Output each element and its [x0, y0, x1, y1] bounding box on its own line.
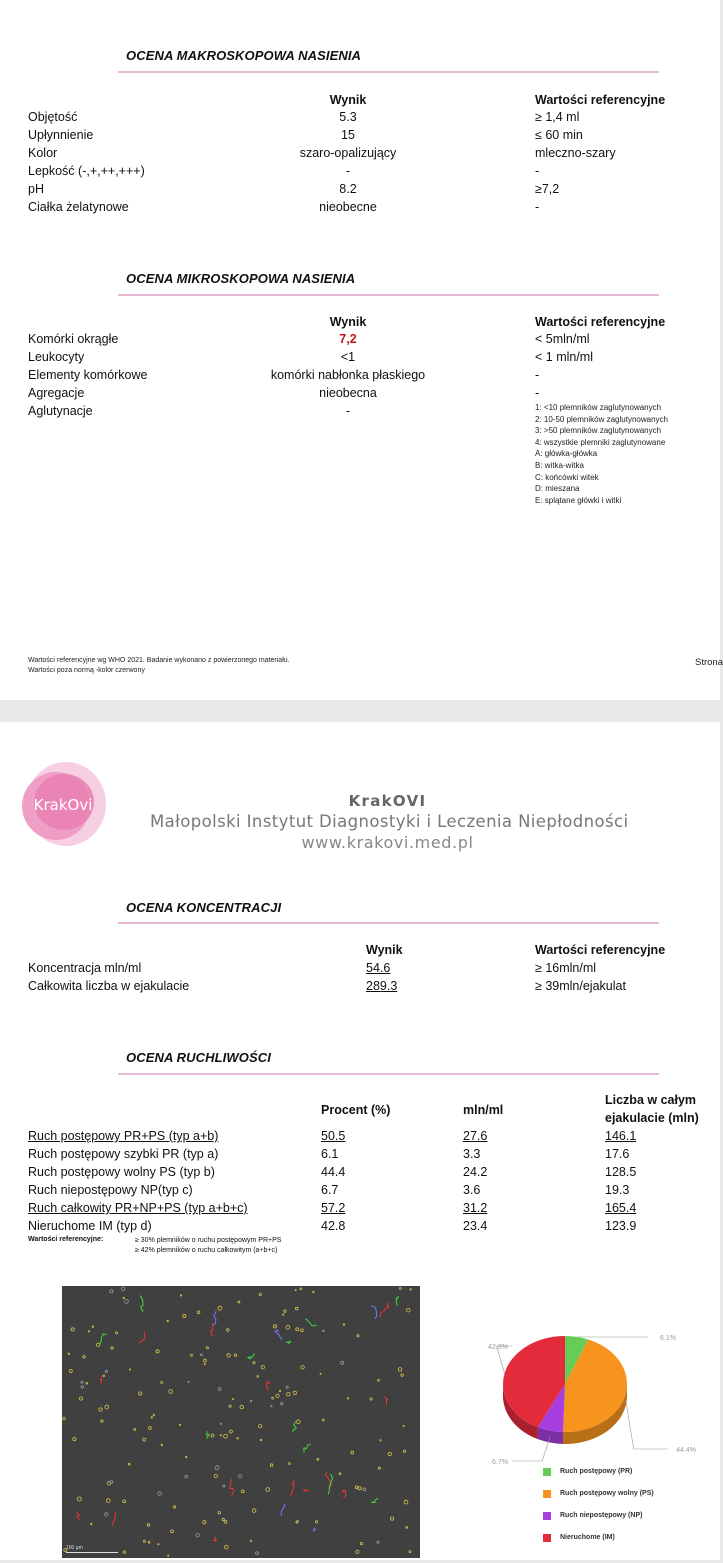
motility-row-label: Ruch całkowity PR+NP+PS (typ a+b+c) — [28, 1201, 248, 1215]
motility-row-percent: 42.8 — [321, 1219, 345, 1233]
aglutination-legend-item: 2: 10-50 plemników zaglutynowanych — [535, 414, 668, 426]
motility-ref-line-2: ≥ 42% plemników o ruchu całkowitym (a+b+c) — [135, 1246, 281, 1256]
legend-swatch — [543, 1490, 551, 1498]
macro-section-title: OCENA MAKROSKOPOWA NASIENIA — [126, 48, 361, 63]
motility-row-percent: 57.2 — [321, 1201, 345, 1215]
macro-row-result: 8.2 — [248, 182, 448, 196]
aglutination-legend — [535, 402, 668, 506]
motility-col-total-1: Liczba w całym — [605, 1093, 696, 1107]
micro-row-label: Leukocyty — [28, 350, 84, 364]
motility-ref-line-1: ≥ 30% plemników o ruchu postępowym PR+PS — [135, 1236, 281, 1246]
micro-row-result: - — [228, 404, 468, 418]
pie-data-label: 6.7% — [492, 1459, 508, 1466]
concentration-row-ref: ≥ 16mln/ml — [535, 961, 596, 975]
concentration-section-title: OCENA KONCENTRACJI — [126, 900, 281, 915]
motility-row-percent: 44.4 — [321, 1165, 345, 1179]
macro-col-result: Wynik — [288, 93, 408, 107]
motility-row-label: Ruch postępowy wolny PS (typ b) — [28, 1165, 215, 1179]
motility-row-percent: 50.5 — [321, 1129, 345, 1143]
concentration-col-ref: Wartości referencyjne — [535, 943, 665, 957]
section-divider — [118, 1073, 659, 1075]
microscope-image-canvas — [62, 1286, 420, 1558]
pie-data-label: 6.1% — [660, 1335, 676, 1342]
legend-swatch — [543, 1468, 551, 1476]
micro-row-ref: - — [535, 386, 539, 400]
motility-row-total: 146.1 — [605, 1129, 636, 1143]
concentration-row-result: 289.3 — [366, 979, 397, 993]
macro-row-ref: ≤ 60 min — [535, 128, 583, 142]
concentration-col-result: Wynik — [366, 943, 403, 957]
logo-text: KrakOvi — [34, 796, 93, 814]
aglutination-legend-item: D: mieszana — [535, 483, 668, 495]
micro-row-ref: < 5mln/ml — [535, 332, 590, 346]
motility-ref-label: Wartości referencyjne: — [28, 1236, 103, 1243]
motility-row-label: Nieruchome IM (typ d) — [28, 1219, 152, 1233]
micro-row-ref: < 1 mln/ml — [535, 350, 593, 364]
macro-row-label: Upłynnienie — [28, 128, 93, 142]
macro-col-ref: Wartości referencyjne — [535, 93, 665, 107]
macro-row-ref: ≥ 1,4 ml — [535, 110, 579, 124]
pie-data-label: 42.8% — [488, 1344, 508, 1351]
footer-line-2: Wartości poza normą -kolor czerwony — [28, 666, 290, 676]
micro-row-label: Aglutynacje — [28, 404, 93, 418]
motility-row-label: Ruch niepostępowy NP(typ c) — [28, 1183, 193, 1197]
clinic-name: KrakOVI — [150, 792, 625, 810]
pie-data-label: 44.4% — [676, 1447, 696, 1454]
legend-label: Ruch postępowy wolny (PS) — [560, 1490, 654, 1497]
report-page-1 — [0, 0, 720, 700]
motility-col-mln: mln/ml — [463, 1103, 503, 1117]
macro-row-result: 15 — [248, 128, 448, 142]
motility-row-total: 165.4 — [605, 1201, 636, 1215]
aglutination-legend-item: 4: wszystkie plemniki zaglutynowane — [535, 437, 668, 449]
motility-row-label: Ruch postępowy szybki PR (typ a) — [28, 1147, 218, 1161]
micro-col-result: Wynik — [288, 315, 408, 329]
legend-swatch — [543, 1534, 551, 1542]
section-divider — [118, 922, 659, 924]
micro-row-result: nieobecna — [228, 386, 468, 400]
macro-row-ref: - — [535, 164, 539, 178]
pie-leader-line — [626, 1400, 668, 1449]
motility-section-title: OCENA RUCHLIWOŚCI — [126, 1050, 271, 1065]
macro-row-ref: - — [535, 200, 539, 214]
page-number-label: Strona — [695, 657, 723, 668]
macro-row-result: - — [248, 164, 448, 178]
motility-col-percent: Procent (%) — [321, 1103, 390, 1117]
krakovi-logo — [14, 740, 110, 852]
micro-col-ref: Wartości referencyjne — [535, 315, 665, 329]
clinic-url: www.krakovi.med.pl — [150, 833, 625, 852]
motility-row-mln: 27.6 — [463, 1129, 487, 1143]
motility-row-total: 123.9 — [605, 1219, 636, 1233]
macro-row-label: Kolor — [28, 146, 57, 160]
legend-label: Ruch niepostępowy (NP) — [560, 1512, 642, 1519]
concentration-row-label: Całkowita liczba w ejakulacie — [28, 979, 189, 993]
macro-row-label: Ciałka żelatynowe — [28, 200, 129, 214]
motility-row-percent: 6.7 — [321, 1183, 338, 1197]
legend-label: Nieruchome (IM) — [560, 1534, 615, 1541]
micro-row-result: 7,2 — [228, 332, 468, 346]
micro-row-ref: - — [535, 368, 539, 382]
aglutination-legend-item: A: główka-główka — [535, 448, 668, 460]
motility-row-total: 128.5 — [605, 1165, 636, 1179]
motility-row-label: Ruch postępowy PR+PS (typ a+b) — [28, 1129, 218, 1143]
section-divider — [118, 71, 659, 73]
macro-row-ref: mleczno-szary — [535, 146, 616, 160]
motility-row-total: 19.3 — [605, 1183, 629, 1197]
motility-row-percent: 6.1 — [321, 1147, 338, 1161]
concentration-row-result: 54.6 — [366, 961, 390, 975]
aglutination-legend-item: 3: >50 plemników zaglutynowanych — [535, 425, 668, 437]
footer-note — [28, 656, 290, 676]
aglutination-legend-item: E: splątane główki i witki — [535, 495, 668, 507]
footer-line-1: Wartości referencyjne wg WHO 2021. Badanie wykonano z powierzonego materiału. — [28, 656, 290, 666]
motility-row-mln: 23.4 — [463, 1219, 487, 1233]
concentration-row-label: Koncentracja mln/ml — [28, 961, 141, 975]
macro-row-ref: ≥7,2 — [535, 182, 559, 196]
motility-col-total-2: ejakulacie (mln) — [605, 1111, 699, 1125]
motility-row-mln: 31.2 — [463, 1201, 487, 1215]
motility-pie-chart — [470, 1322, 710, 1550]
report-page-2 — [0, 722, 720, 1560]
scale-bar — [66, 1552, 118, 1553]
motility-row-mln: 24.2 — [463, 1165, 487, 1179]
micro-row-label: Agregacje — [28, 386, 84, 400]
scale-bar-label: 100 µm — [66, 1545, 83, 1551]
motility-row-mln: 3.6 — [463, 1183, 480, 1197]
micro-row-result: komórki nabłonka płaskiego — [228, 368, 468, 382]
pie-chart-canvas — [470, 1322, 710, 1462]
motility-row-total: 17.6 — [605, 1147, 629, 1161]
micro-section-title: OCENA MIKROSKOPOWA NASIENIA — [126, 271, 355, 286]
section-divider — [118, 294, 659, 296]
macro-row-result: 5.3 — [248, 110, 448, 124]
aglutination-legend-item: C: końcówki witek — [535, 472, 668, 484]
micro-row-label: Komórki okrągłe — [28, 332, 118, 346]
macro-row-result: szaro-opalizujący — [248, 146, 448, 160]
macro-row-label: Lepkość (-,+,++,+++) — [28, 164, 145, 178]
micro-row-result: <1 — [228, 350, 468, 364]
macro-row-label: Objętość — [28, 110, 77, 124]
motility-row-mln: 3.3 — [463, 1147, 480, 1161]
clinic-subtitle: Małopolski Instytut Diagnostyki i Leczenia Niepłodności — [150, 812, 625, 831]
aglutination-legend-item: B: witka-witka — [535, 460, 668, 472]
motility-ref-values — [135, 1236, 281, 1256]
microscope-image — [62, 1286, 420, 1558]
micro-row-label: Elementy komórkowe — [28, 368, 148, 382]
macro-row-result: nieobecne — [248, 200, 448, 214]
legend-swatch — [543, 1512, 551, 1520]
legend-label: Ruch postępowy (PR) — [560, 1468, 632, 1475]
aglutination-legend-item: 1: <10 plemników zaglutynowanych — [535, 402, 668, 414]
concentration-row-ref: ≥ 39mln/ejakulat — [535, 979, 626, 993]
macro-row-label: pH — [28, 182, 44, 196]
